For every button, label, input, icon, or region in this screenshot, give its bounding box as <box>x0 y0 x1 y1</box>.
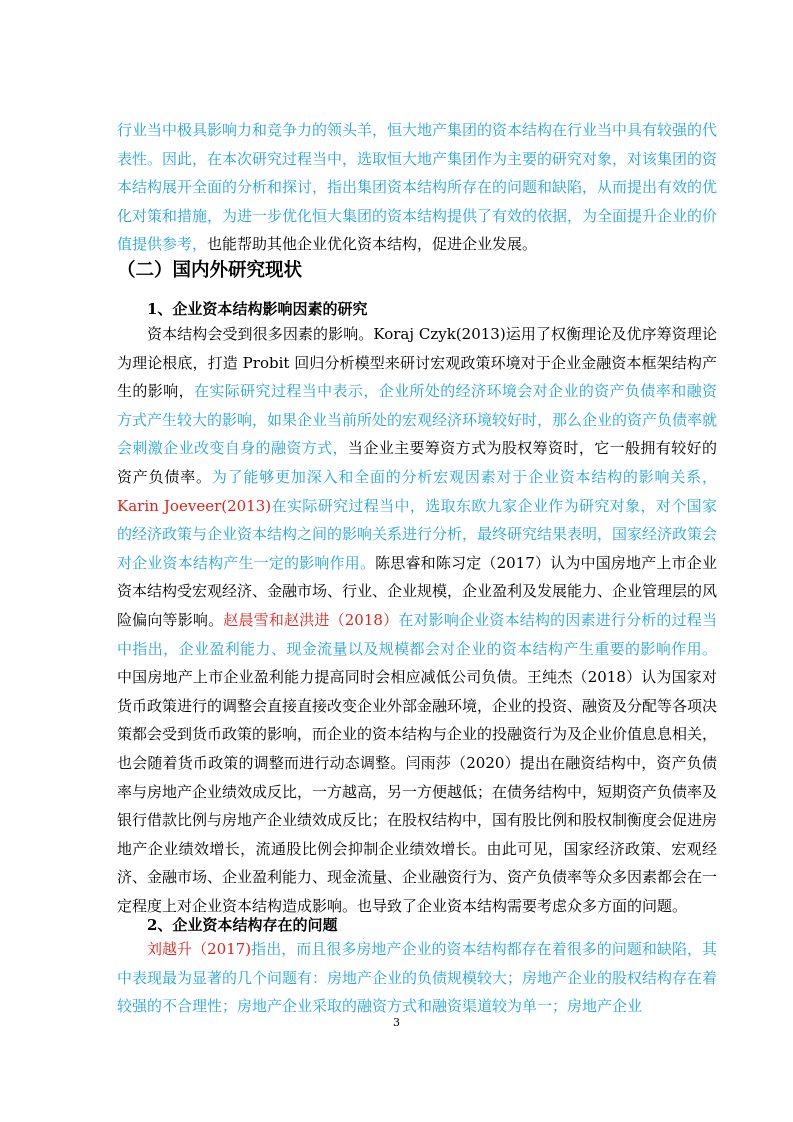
citation-red: Karin Joeveer(2013) <box>117 496 272 515</box>
text-segment: 行业当中极具影响力和竞争力的领头羊，恒大地产集团的资本结构在行业当中具有较强的代表性。因此，在本次研究过程当中，选取恒大地产集团作为主要的研究对象，对该集团的资本结构展开全面的分析和探讨，指出集团资本结构所存在的问题和缺陷，从而提出有效的优化对策和措施，为进一步优化恒大集团的资本结构提供了有效的依据，为全面提升企业的价值提供参考， <box>117 121 718 254</box>
text-segment: 在实际研究过程当中表示，企业所处的经济环境会对企业的资产负债率和融资方式产生较大的影响，如果企业当前所处的宏观经济环境较好时，那么企业的资产负债率就会刺激企业改变自身的融资方式， <box>117 382 718 458</box>
text-segment: 在对影响企业资本结构的因素进行分析的过程当中指出，企业盈利能力、现金流量以及规模都会对企业的资本结构产生重要的影响作用。 <box>117 610 717 658</box>
page-number: 3 <box>393 1016 400 1029</box>
citation-red: 赵晨雪和赵洪进（2018） <box>223 610 399 629</box>
text-segment: 为了能够更加深入和全面的分析宏观因素对于企业资本结构的影响关系， <box>211 467 717 486</box>
subsection-heading-2: 2、企业资本结构存在的问题 <box>147 916 338 934</box>
text-segment: 陈思睿和陈习定（2017）认为中国房地产上市企业资本结构受宏观经济、金融市场、行业、企业规模，企业盈利及发展能力、企业管理层的风险偏向等影响。 <box>117 553 718 629</box>
paragraph-factors <box>117 320 717 920</box>
text-segment: 当企业主要筹资方式为股权筹资时，它一般拥有较好的资产负债率。 <box>117 439 717 486</box>
text-segment: 也能帮助其他企业优化资本结构，促进企业发展。 <box>207 235 538 254</box>
paragraph-intro <box>117 116 717 259</box>
text-segment: 在实际研究过程当中，选取东欧九家企业作为研究对象，对个国家的经济政策与企业资本结构之间的影响关系进行分析，最终研究结果表明，国家经济政策会对企业资本结构产生一定的影响作用。 <box>117 496 718 572</box>
citation-red: 刘越升（2017) <box>147 940 252 958</box>
text-segment: 中国房地产上市企业盈利能力提高同时会相应减低公司负债。王纯杰（2018）认为国家对货币政策进行的调整会直接直接改变企业外部金融环境，企业的投资、融资及分配等各项决策都会受到货币政策的影响，而企业的资本结构与企业的投融资行为及企业价值息息相关，也会随着货币政策的调整而进行动态调整。闫雨莎（2020）提出在融资结构中，资产负债率与房地产企业绩效成反比，一方越高，另一方便越低；在债务结构中，短期资产负债率及银行借款比例与房地产企业绩效成反比；在股权结构中，国有股比例和股权制衡度会促进房地产企业绩效增长，流通股比例会抑制企业绩效增长。由此可见，国家经济政策、宏观经济、金融市场、企业盈利能力、现金流量、企业融资行为、资产负债率等众多因素都会在一定程度上对企业资本结构造成影响。也导致了企业资本结构需要考虑众多方面的问题。 <box>117 668 718 915</box>
paragraph-problems <box>117 935 717 1021</box>
section-heading: （二）国内外研究现状 <box>117 260 303 281</box>
text-segment: 资本结构会受到很多因素的影响。Koraj Czyk(2013)运用了权衡理论及优序筹资理论为理论根底，打造 Probit 回归分析模型来研讨宏观政策环境对于企业金融资本框架结构产生的影响， <box>117 325 717 401</box>
text-segment: 指出，而且很多房地产企业的资本结构都存在着很多的问题和缺陷，其中表现最为显著的几个问题有：房地产企业的负债规模较大；房地产企业的股权结构存在着较强的不合理性；房地产企业采取的融资方式和融资渠道较为单一；房地产企业 <box>117 940 718 1016</box>
subsection-heading-1: 1、企业资本结构影响因素的研究 <box>147 300 368 318</box>
